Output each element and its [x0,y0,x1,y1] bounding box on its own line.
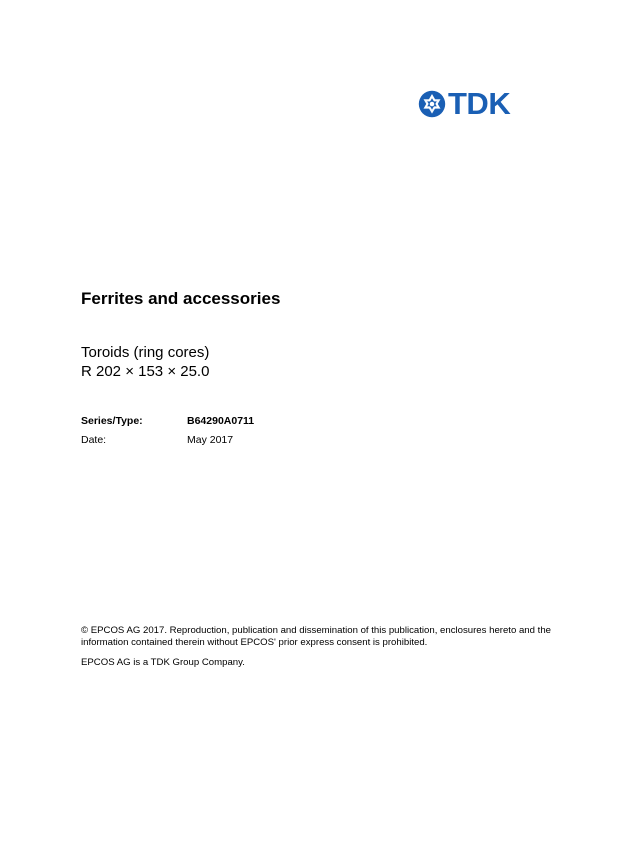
document-meta [81,412,254,450]
company-note: EPCOS AG is a TDK Group Company. [81,657,245,668]
document-subtitle [81,343,209,381]
tdk-triangle-logo-icon [418,90,446,118]
date-value: May 2017 [187,434,234,446]
series-type-row [81,412,254,431]
series-type-label: Series/Type: [81,415,143,427]
series-type-value: B64290A0711 [187,415,255,427]
tdk-logo [418,86,511,121]
date-label: Date: [81,434,107,446]
date-row [81,431,254,450]
product-name: Toroids (ring cores) [81,344,210,361]
copyright-notice: © EPCOS AG 2017. Reproduction, publication and dissemination of this publication, enclosures hereto and the information contained therein without EPCOS' prior express consent is prohibited. [81,625,551,648]
document-title: Ferrites and accessories [81,289,281,308]
product-dimensions: R 202 × 153 × 25.0 [81,363,210,380]
tdk-logo-text: TDK [448,86,511,121]
